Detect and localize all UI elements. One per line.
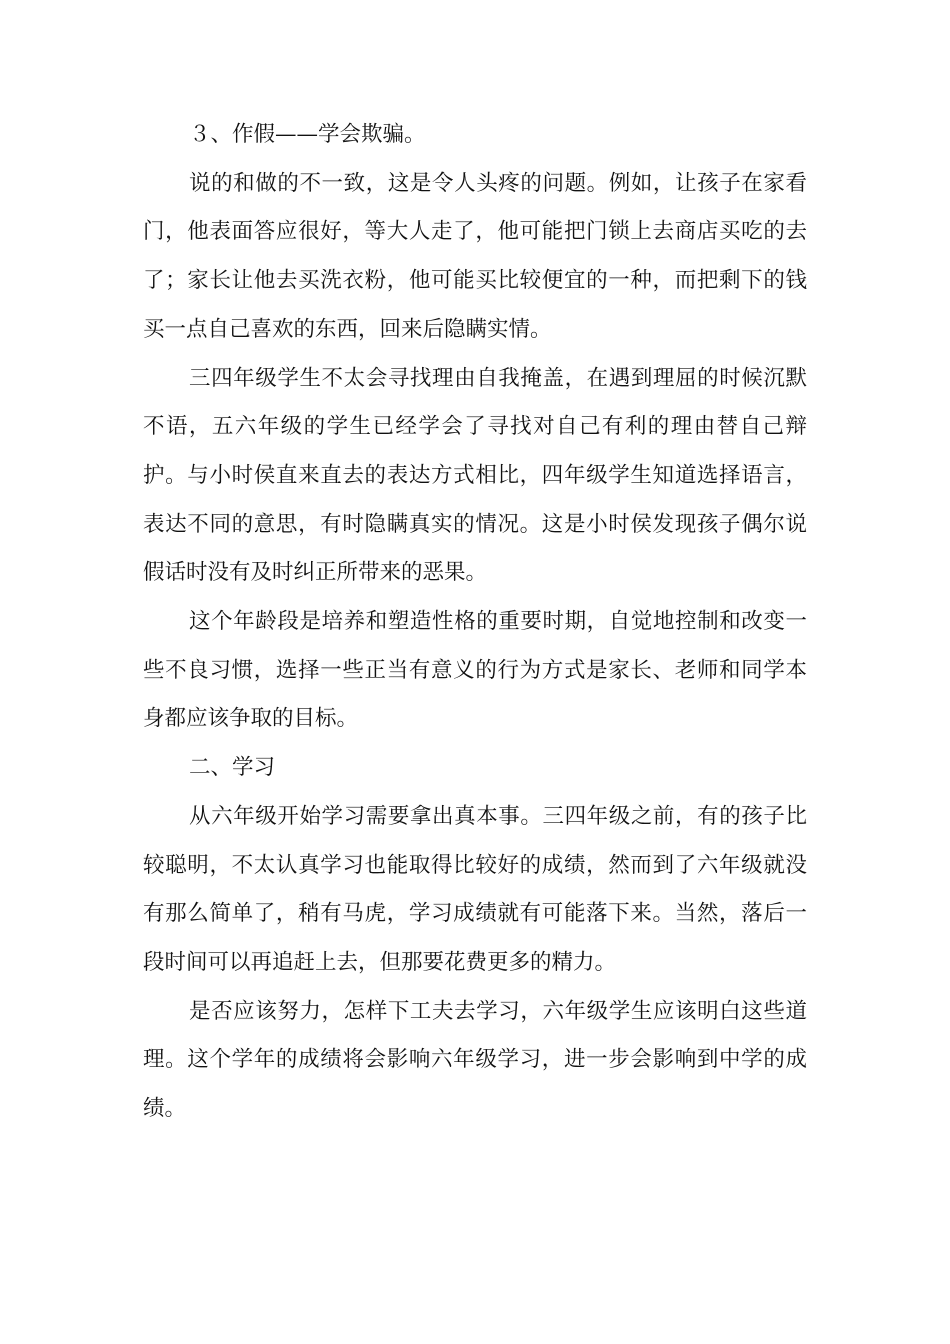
- paragraph-excuses: 三四年级学生不太会寻找理由自我掩盖，在遇到理屈的时候沉默不语，五六年级的学生已经学会了寻找对自己有利的理由替自己辩护。与小时侯直来直去的表达方式相比，四年级学生知道选择语言，表达不同的意思，有时隐瞒真实的情况。这是小时侯发现孩子偶尔说假话时没有及时纠正所带来的恶果。: [143, 365, 807, 586]
- paragraph-character: 这个年龄段是培养和塑造性格的重要时期，自觉地控制和改变一些不良习惯，选择一些正当有意义的行为方式是家长、老师和同学本身都应该争取的目标。: [143, 609, 807, 732]
- section-heading-fake: ３、作假——学会欺骗。: [189, 122, 426, 147]
- section-heading-study: 二、学习: [189, 755, 276, 781]
- paragraph-grade-six-study: 从六年级开始学习需要拿出真本事。三四年级之前，有的孩子比较聪明，不太认真学习也能取得比较好的成绩，然而到了六年级就没有那么简单了，稍有马虎，学习成绩就有可能落下来。当然，落后一段时间可以再追赶上去，但那要花费更多的精力。: [143, 803, 807, 975]
- paragraph-inconsistency: 说的和做的不一致，这是令人头疼的问题。例如，让孩子在家看门，他表面答应很好，等大人走了，他可能把门锁上去商店买吃的去了；家长让他去买洗衣粉，他可能买比较便宜的一种，而把剩下的钱买一点自己喜欢的东西，回来后隐瞒实情。: [143, 170, 807, 342]
- document-body: [143, 111, 807, 1134]
- paragraph-effort: 是否应该努力，怎样下工夫去学习，六年级学生应该明白这些道理。这个学年的成绩将会影响六年级学习，进一步会影响到中学的成绩。: [143, 998, 807, 1122]
